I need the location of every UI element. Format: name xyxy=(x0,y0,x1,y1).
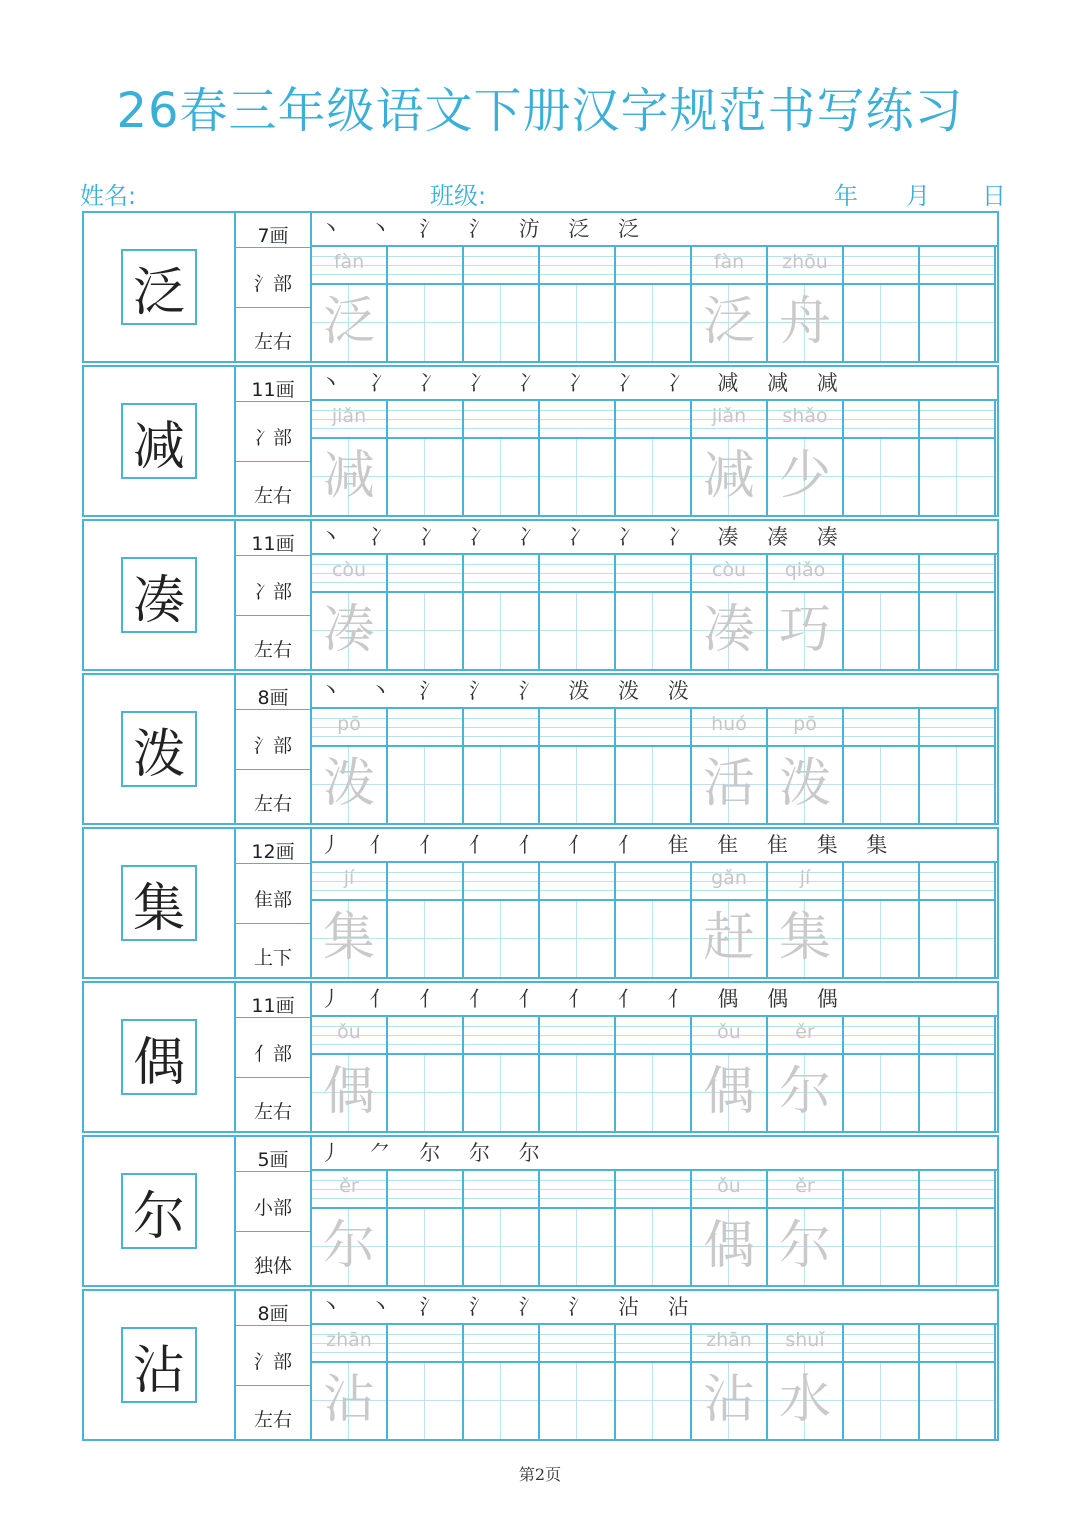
practice-cell[interactable] xyxy=(768,555,844,669)
practice-cell[interactable] xyxy=(388,1325,464,1439)
tracing-character xyxy=(540,285,614,361)
tracing-character xyxy=(388,439,462,515)
pinyin-line: jiǎn xyxy=(312,401,386,439)
stroke-count: 5画 xyxy=(257,1149,289,1171)
tracing-character xyxy=(920,747,994,823)
pinyin-line: ěr xyxy=(768,1171,842,1209)
practice-grid xyxy=(312,1017,997,1131)
pinyin-line: jí xyxy=(768,863,842,901)
pinyin-line: ǒu xyxy=(312,1017,386,1055)
tracing-character xyxy=(540,593,614,669)
practice-cell[interactable] xyxy=(312,401,388,515)
tracing-character xyxy=(844,1055,918,1131)
structure: 左右 xyxy=(253,485,292,507)
tracing-character xyxy=(464,439,538,515)
practice-cell[interactable] xyxy=(540,1325,616,1439)
month-label: 月 xyxy=(906,182,930,210)
pinyin-line xyxy=(540,863,614,901)
tracing-character xyxy=(616,1363,690,1439)
practice-cell[interactable] xyxy=(920,1017,996,1131)
pinyin-line xyxy=(540,709,614,747)
practice-cell[interactable] xyxy=(464,247,540,361)
pinyin-line xyxy=(540,1325,614,1363)
pinyin-line xyxy=(920,247,994,285)
practice-cell[interactable] xyxy=(844,709,920,823)
practice-cell[interactable] xyxy=(312,709,388,823)
character-row xyxy=(82,827,999,979)
tracing-character xyxy=(920,593,994,669)
pinyin-line xyxy=(920,1325,994,1363)
practice-cell[interactable] xyxy=(768,247,844,361)
pinyin-line xyxy=(844,555,918,593)
stroke-count: 11画 xyxy=(251,379,295,401)
practice-cell[interactable] xyxy=(464,1017,540,1131)
tracing-character xyxy=(540,1209,614,1285)
character-row xyxy=(82,981,999,1133)
practice-cell[interactable] xyxy=(388,1171,464,1285)
tracing-character xyxy=(464,747,538,823)
practice-cell[interactable] xyxy=(616,1017,692,1131)
tracing-character xyxy=(388,747,462,823)
tracing-character: 沾 xyxy=(692,1363,766,1439)
tracing-character: 尔 xyxy=(312,1209,386,1285)
tracing-character xyxy=(616,901,690,977)
structure: 左右 xyxy=(253,1409,292,1431)
practice-cell[interactable] xyxy=(388,709,464,823)
practice-cell[interactable] xyxy=(920,555,996,669)
practice-cell[interactable] xyxy=(312,247,388,361)
main-character: 泛 xyxy=(121,249,197,325)
pinyin-line: gǎn xyxy=(692,863,766,901)
practice-cell[interactable] xyxy=(616,709,692,823)
practice-cell[interactable] xyxy=(768,863,844,977)
pinyin-line xyxy=(616,247,690,285)
tracing-character xyxy=(920,439,994,515)
pinyin-line xyxy=(388,863,462,901)
character-row xyxy=(82,365,999,517)
pinyin-line xyxy=(464,863,538,901)
tracing-character: 活 xyxy=(692,747,766,823)
stroke-order: 丶 冫 冫 冫 冫 冫 冫 冫 减 减 减 xyxy=(312,367,997,401)
practice-grid xyxy=(312,555,997,669)
practice-cell[interactable] xyxy=(844,247,920,361)
main-character-box xyxy=(84,1291,236,1439)
practice-cell[interactable] xyxy=(768,1325,844,1439)
tracing-character: 偶 xyxy=(692,1209,766,1285)
pinyin-line xyxy=(844,863,918,901)
practice-cell[interactable] xyxy=(312,1171,388,1285)
practice-cell[interactable] xyxy=(692,555,768,669)
practice-cell[interactable] xyxy=(540,863,616,977)
practice-cell[interactable] xyxy=(540,1017,616,1131)
pinyin-line: ěr xyxy=(312,1171,386,1209)
pinyin-line xyxy=(388,555,462,593)
stroke-order: 丶 冫 冫 冫 冫 冫 冫 冫 凑 凑 凑 xyxy=(312,521,997,555)
practice-cell[interactable] xyxy=(388,247,464,361)
tracing-character xyxy=(616,1209,690,1285)
practice-cell[interactable] xyxy=(768,401,844,515)
character-meta xyxy=(236,829,312,977)
practice-cell[interactable] xyxy=(844,1171,920,1285)
tracing-character xyxy=(540,747,614,823)
pinyin-line xyxy=(464,1017,538,1055)
pinyin-line xyxy=(540,401,614,439)
tracing-character xyxy=(616,1055,690,1131)
radical: 隹部 xyxy=(253,889,292,911)
practice-cell[interactable] xyxy=(920,1171,996,1285)
pinyin-line xyxy=(464,1325,538,1363)
tracing-character: 偶 xyxy=(692,1055,766,1131)
radical: 氵部 xyxy=(253,273,292,295)
practice-cell[interactable] xyxy=(540,401,616,515)
pinyin-line xyxy=(920,401,994,439)
tracing-character: 集 xyxy=(768,901,842,977)
tracing-character xyxy=(388,1055,462,1131)
pinyin-line xyxy=(920,1017,994,1055)
tracing-character xyxy=(464,901,538,977)
pinyin-line xyxy=(616,863,690,901)
pinyin-line xyxy=(388,401,462,439)
practice-cell[interactable] xyxy=(616,555,692,669)
practice-cell[interactable] xyxy=(920,247,996,361)
practice-cell[interactable] xyxy=(464,555,540,669)
stroke-count: 12画 xyxy=(251,841,295,863)
practice-grid xyxy=(312,247,997,361)
pinyin-line xyxy=(616,709,690,747)
pinyin-line xyxy=(540,1017,614,1055)
main-character: 减 xyxy=(121,403,197,479)
tracing-character xyxy=(388,1209,462,1285)
pinyin-line xyxy=(616,1171,690,1209)
practice-cell[interactable] xyxy=(464,1325,540,1439)
tracing-character: 凑 xyxy=(312,593,386,669)
practice-cell[interactable] xyxy=(768,1171,844,1285)
tracing-character: 水 xyxy=(768,1363,842,1439)
character-meta xyxy=(236,1291,312,1439)
stroke-order: 丶 丶 氵 氵 氵 氵 沾 沾 xyxy=(312,1291,997,1325)
radical: 氵部 xyxy=(253,1351,292,1373)
structure: 左右 xyxy=(253,639,292,661)
tracing-character xyxy=(540,1363,614,1439)
pinyin-line: ǒu xyxy=(692,1017,766,1055)
radical: 冫部 xyxy=(253,427,292,449)
main-character-box xyxy=(84,675,236,823)
pinyin-line: pō xyxy=(312,709,386,747)
tracing-character: 泛 xyxy=(692,285,766,361)
character-meta xyxy=(236,521,312,669)
pinyin-line: jiǎn xyxy=(692,401,766,439)
structure: 独体 xyxy=(253,1255,292,1277)
tracing-character xyxy=(844,747,918,823)
pinyin-line xyxy=(388,1171,462,1209)
day-label: 日 xyxy=(982,182,1006,210)
stroke-order: 丿 ⺈ 尔 尔 尔 xyxy=(312,1137,997,1171)
pinyin-line: jí xyxy=(312,863,386,901)
main-character: 集 xyxy=(121,865,197,941)
practice-cell[interactable] xyxy=(692,247,768,361)
practice-cell[interactable] xyxy=(464,1171,540,1285)
practice-cell[interactable] xyxy=(464,863,540,977)
character-row xyxy=(82,673,999,825)
practice-cell[interactable] xyxy=(616,1171,692,1285)
tracing-character xyxy=(920,1055,994,1131)
pinyin-line xyxy=(616,1017,690,1055)
practice-cell[interactable] xyxy=(388,555,464,669)
pinyin-line xyxy=(464,1171,538,1209)
main-character: 泼 xyxy=(121,711,197,787)
page-number: 第2页 xyxy=(518,1465,562,1484)
pinyin-line: còu xyxy=(312,555,386,593)
main-character-box xyxy=(84,521,236,669)
practice-cell[interactable] xyxy=(388,401,464,515)
class-label: 班级: xyxy=(430,182,487,210)
tracing-character xyxy=(844,439,918,515)
character-row xyxy=(82,211,999,363)
practice-cell[interactable] xyxy=(312,863,388,977)
radical: 氵部 xyxy=(253,735,292,757)
pinyin-line xyxy=(616,1325,690,1363)
tracing-character xyxy=(464,1209,538,1285)
tracing-character: 泼 xyxy=(312,747,386,823)
tracing-character: 巧 xyxy=(768,593,842,669)
pinyin-line xyxy=(388,247,462,285)
pinyin-line xyxy=(844,1171,918,1209)
stroke-count: 8画 xyxy=(257,1303,289,1325)
pinyin-line xyxy=(844,1017,918,1055)
character-row xyxy=(82,1135,999,1287)
pinyin-line: ǒu xyxy=(692,1171,766,1209)
main-character-box xyxy=(84,213,236,361)
practice-cell[interactable] xyxy=(844,401,920,515)
practice-cell[interactable] xyxy=(692,1171,768,1285)
radical: 小部 xyxy=(253,1197,292,1219)
tracing-character xyxy=(844,901,918,977)
practice-cell[interactable] xyxy=(692,863,768,977)
pinyin-line xyxy=(388,1325,462,1363)
practice-cell[interactable] xyxy=(616,1325,692,1439)
tracing-character xyxy=(388,285,462,361)
practice-cell[interactable] xyxy=(768,1017,844,1131)
year-label: 年 xyxy=(834,182,858,210)
pinyin-line xyxy=(540,247,614,285)
tracing-character: 泛 xyxy=(312,285,386,361)
practice-cell[interactable] xyxy=(692,1325,768,1439)
tracing-character xyxy=(540,1055,614,1131)
pinyin-line: ěr xyxy=(768,1017,842,1055)
practice-cell[interactable] xyxy=(920,863,996,977)
practice-cell[interactable] xyxy=(388,1017,464,1131)
pinyin-line: qiǎo xyxy=(768,555,842,593)
practice-cell[interactable] xyxy=(920,401,996,515)
tracing-character: 赶 xyxy=(692,901,766,977)
tracing-character xyxy=(540,439,614,515)
stroke-count: 11画 xyxy=(251,995,295,1017)
tracing-character: 减 xyxy=(312,439,386,515)
tracing-character xyxy=(844,285,918,361)
main-character-box xyxy=(84,1137,236,1285)
pinyin-line xyxy=(388,709,462,747)
practice-cell[interactable] xyxy=(540,247,616,361)
character-row xyxy=(82,519,999,671)
tracing-character xyxy=(464,1055,538,1131)
practice-cell[interactable] xyxy=(464,401,540,515)
structure: 左右 xyxy=(253,793,292,815)
tracing-character xyxy=(616,439,690,515)
practice-grid xyxy=(312,401,997,515)
practice-cell[interactable] xyxy=(540,555,616,669)
stroke-count: 8画 xyxy=(257,687,289,709)
pinyin-line xyxy=(616,401,690,439)
practice-cell[interactable] xyxy=(540,1171,616,1285)
tracing-character xyxy=(616,285,690,361)
practice-cell[interactable] xyxy=(616,401,692,515)
pinyin-line: shǎo xyxy=(768,401,842,439)
page-title: 26春三年级语文下册汉字规范书写练习 xyxy=(116,83,964,139)
practice-cell[interactable] xyxy=(616,863,692,977)
pinyin-line: còu xyxy=(692,555,766,593)
structure: 左右 xyxy=(253,331,292,353)
pinyin-line xyxy=(920,709,994,747)
practice-sheet xyxy=(82,211,999,1443)
main-character-box xyxy=(84,829,236,977)
structure: 上下 xyxy=(253,947,292,969)
practice-cell[interactable] xyxy=(540,709,616,823)
radical: 冫部 xyxy=(253,581,292,603)
practice-cell[interactable] xyxy=(388,863,464,977)
tracing-character: 泼 xyxy=(768,747,842,823)
pinyin-line xyxy=(540,555,614,593)
practice-cell[interactable] xyxy=(616,247,692,361)
tracing-character: 舟 xyxy=(768,285,842,361)
character-row xyxy=(82,1289,999,1441)
name-label: 姓名: xyxy=(80,182,137,210)
character-meta xyxy=(236,983,312,1131)
tracing-character xyxy=(920,901,994,977)
pinyin-line: shuǐ xyxy=(768,1325,842,1363)
tracing-character xyxy=(388,901,462,977)
pinyin-line: huó xyxy=(692,709,766,747)
stroke-order: 丿 亻 亻 亻 亻 亻 亻 亻 偶 偶 偶 xyxy=(312,983,997,1017)
tracing-character xyxy=(464,1363,538,1439)
pinyin-line xyxy=(844,401,918,439)
tracing-character: 偶 xyxy=(312,1055,386,1131)
tracing-character xyxy=(844,1363,918,1439)
pinyin-line xyxy=(464,401,538,439)
pinyin-line: zhān xyxy=(692,1325,766,1363)
practice-cell[interactable] xyxy=(692,401,768,515)
pinyin-line xyxy=(920,863,994,901)
tracing-character: 沾 xyxy=(312,1363,386,1439)
character-meta xyxy=(236,1137,312,1285)
pinyin-line xyxy=(464,555,538,593)
practice-cell[interactable] xyxy=(844,1017,920,1131)
main-character-box xyxy=(84,983,236,1131)
pinyin-line xyxy=(388,1017,462,1055)
practice-grid xyxy=(312,1325,997,1439)
radical: 亻部 xyxy=(253,1043,292,1065)
practice-cell[interactable] xyxy=(312,1017,388,1131)
character-meta xyxy=(236,675,312,823)
practice-cell[interactable] xyxy=(692,709,768,823)
practice-cell[interactable] xyxy=(920,1325,996,1439)
tracing-character xyxy=(616,593,690,669)
tracing-character: 少 xyxy=(768,439,842,515)
practice-cell[interactable] xyxy=(464,709,540,823)
character-meta xyxy=(236,213,312,361)
pinyin-line: pō xyxy=(768,709,842,747)
main-character: 凑 xyxy=(121,557,197,633)
main-character: 尔 xyxy=(121,1173,197,1249)
tracing-character: 尔 xyxy=(768,1209,842,1285)
tracing-character: 凑 xyxy=(692,593,766,669)
practice-cell[interactable] xyxy=(844,1325,920,1439)
pinyin-line xyxy=(616,555,690,593)
practice-grid xyxy=(312,709,997,823)
practice-cell[interactable] xyxy=(768,709,844,823)
tracing-character xyxy=(464,593,538,669)
stroke-order: 丶 丶 氵 氵 汸 泛 泛 xyxy=(312,213,997,247)
pinyin-line xyxy=(464,247,538,285)
stroke-count: 11画 xyxy=(251,533,295,555)
main-character: 偶 xyxy=(121,1019,197,1095)
pinyin-line: zhōu xyxy=(768,247,842,285)
practice-cell[interactable] xyxy=(844,863,920,977)
tracing-character: 集 xyxy=(312,901,386,977)
character-meta xyxy=(236,367,312,515)
tracing-character xyxy=(616,747,690,823)
practice-cell[interactable] xyxy=(920,709,996,823)
tracing-character xyxy=(844,593,918,669)
pinyin-line: fàn xyxy=(692,247,766,285)
pinyin-line xyxy=(844,1325,918,1363)
practice-cell[interactable] xyxy=(844,555,920,669)
practice-cell[interactable] xyxy=(312,555,388,669)
pinyin-line xyxy=(920,555,994,593)
tracing-character xyxy=(920,285,994,361)
stroke-count: 7画 xyxy=(257,225,289,247)
practice-cell[interactable] xyxy=(312,1325,388,1439)
tracing-character xyxy=(388,593,462,669)
main-character-box xyxy=(84,367,236,515)
main-character: 沾 xyxy=(121,1327,197,1403)
tracing-character xyxy=(844,1209,918,1285)
tracing-character: 尔 xyxy=(768,1055,842,1131)
pinyin-line xyxy=(844,709,918,747)
tracing-character xyxy=(388,1363,462,1439)
tracing-character xyxy=(464,285,538,361)
practice-grid xyxy=(312,863,997,977)
tracing-character: 减 xyxy=(692,439,766,515)
pinyin-line xyxy=(464,709,538,747)
tracing-character xyxy=(920,1209,994,1285)
practice-cell[interactable] xyxy=(692,1017,768,1131)
pinyin-line: zhān xyxy=(312,1325,386,1363)
pinyin-line xyxy=(920,1171,994,1209)
tracing-character xyxy=(540,901,614,977)
pinyin-line xyxy=(540,1171,614,1209)
pinyin-line: fàn xyxy=(312,247,386,285)
practice-grid xyxy=(312,1171,997,1285)
pinyin-line xyxy=(844,247,918,285)
stroke-order: 丿 亻 亻 亻 亻 亻 亻 隹 隹 隹 集 集 xyxy=(312,829,997,863)
stroke-order: 丶 丶 氵 氵 氵 泼 泼 泼 xyxy=(312,675,997,709)
tracing-character xyxy=(920,1363,994,1439)
structure: 左右 xyxy=(253,1101,292,1123)
